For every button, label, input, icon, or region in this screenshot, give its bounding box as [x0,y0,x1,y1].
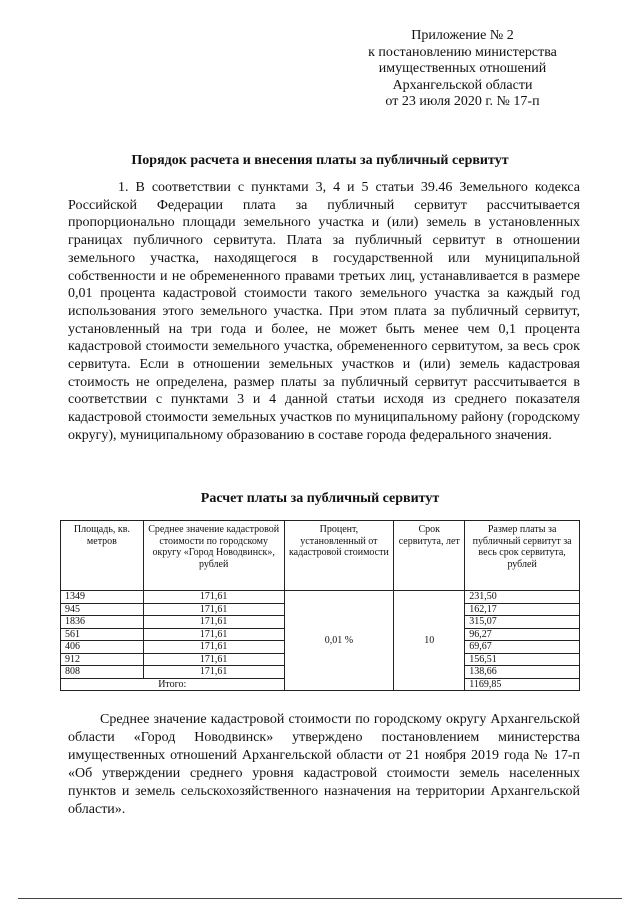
document-title: Порядок расчета и внесения платы за публичный сервитут [131,153,509,168]
cell-average-value: 171,61 [143,616,284,629]
cell-area: 945 [61,603,144,616]
table-header-row [61,521,580,591]
annex-header [330,28,595,111]
cell-area: 561 [61,628,144,641]
annex-number: Приложение № 2 [411,28,514,43]
cell-average-value: 171,61 [143,603,284,616]
cell-fee: 231,50 [465,591,580,604]
cell-percent: 0,01 % [284,591,394,691]
cell-area: 1836 [61,616,144,629]
header-percent: Процент, установленный от кадастровой стоимости [284,521,394,591]
cell-fee: 315,07 [465,616,580,629]
annex-reference-line: к постановлению министерства [368,44,557,60]
header-average-cadastral-value: Среднее значение кадастровой стоимости по городскому округу «Город Новодвинск», рублей [143,521,284,591]
cell-fee: 138,66 [465,666,580,679]
cell-fee: 156,51 [465,653,580,666]
total-label: Итого: [61,678,285,691]
footer-divider [18,898,622,899]
header-area: Площадь, кв. метров [61,521,144,591]
table-title: Расчет платы за публичный сервитут [200,491,440,506]
header-fee-amount: Размер платы за публичный сервитут за весь срок сервитута, рублей [465,521,580,591]
cell-term: 10 [394,591,465,691]
annex-date-line: от 23 июля 2020 г. № 17-п [385,94,540,109]
fee-calculation-table [60,520,580,691]
cell-average-value: 171,61 [143,628,284,641]
cell-average-value: 171,61 [143,641,284,654]
cell-fee: 162,17 [465,603,580,616]
cell-area: 808 [61,666,144,679]
table-row [61,591,580,604]
header-term: Срок сервитута, лет [394,521,465,591]
cell-fee: 96,27 [465,628,580,641]
annex-ministry-line: имущественных отношений [378,61,547,76]
paragraph-calculation-rules: 1. В соответствии с пунктами 3, 4 и 5 статьи 39.46 Земельного кодекса Российской Федерации плата за публичный сервитут рассчитывается пропорционально площади земельного участка и (или) земель в установленных границах публичного сервитута. Плата за публичный сервитут в отношении земельного участка, находящегося в государственной или муниципальной собственности и не обремененного правами третьих лиц, устанавливается в размере 0,01 процента кадастровой стоимости такого земельного участка за каждый год использования этого земельного участка. При этом плата за публичный сервитут, установленный на три года и более, не может быть менее чем 0,1 процента кадастровой стоимости земельного участка, обремененного сервитутом, за весь срок сервитута. Если в отношении земельных участков и (или) земель кадастровая стоимость не определена, размер платы за публичный сервитут рассчитывается в соответствии с пунктами 3 и 4 данной статьи исходя из среднего показателя кадастровой стоимости земельных участков по муниципальному району (городскому округу), муниципальному образованию в составе города федерального значения. [68,180,580,443]
cell-area: 912 [61,653,144,666]
annex-region-line: Архангельской области [392,77,533,93]
paragraph-average-value-basis: Среднее значение кадастровой стоимости по городскому округу Архангельской области «Город Новодвинск» утверждено постановлением министерства имущественных отношений Архангельской области от 21 ноября 2019 года № 17-п «Об утверждении среднего уровня кадастровой стоимости земель населенных пунктов и земель сельскохозяйственного назначения на территории Архангельской области». [68,712,580,817]
cell-area: 406 [61,641,144,654]
cell-fee: 69,67 [465,641,580,654]
cell-average-value: 171,61 [143,591,284,604]
total-value: 1169,85 [465,678,580,691]
cell-average-value: 171,61 [143,666,284,679]
cell-average-value: 171,61 [143,653,284,666]
cell-area: 1349 [61,591,144,604]
